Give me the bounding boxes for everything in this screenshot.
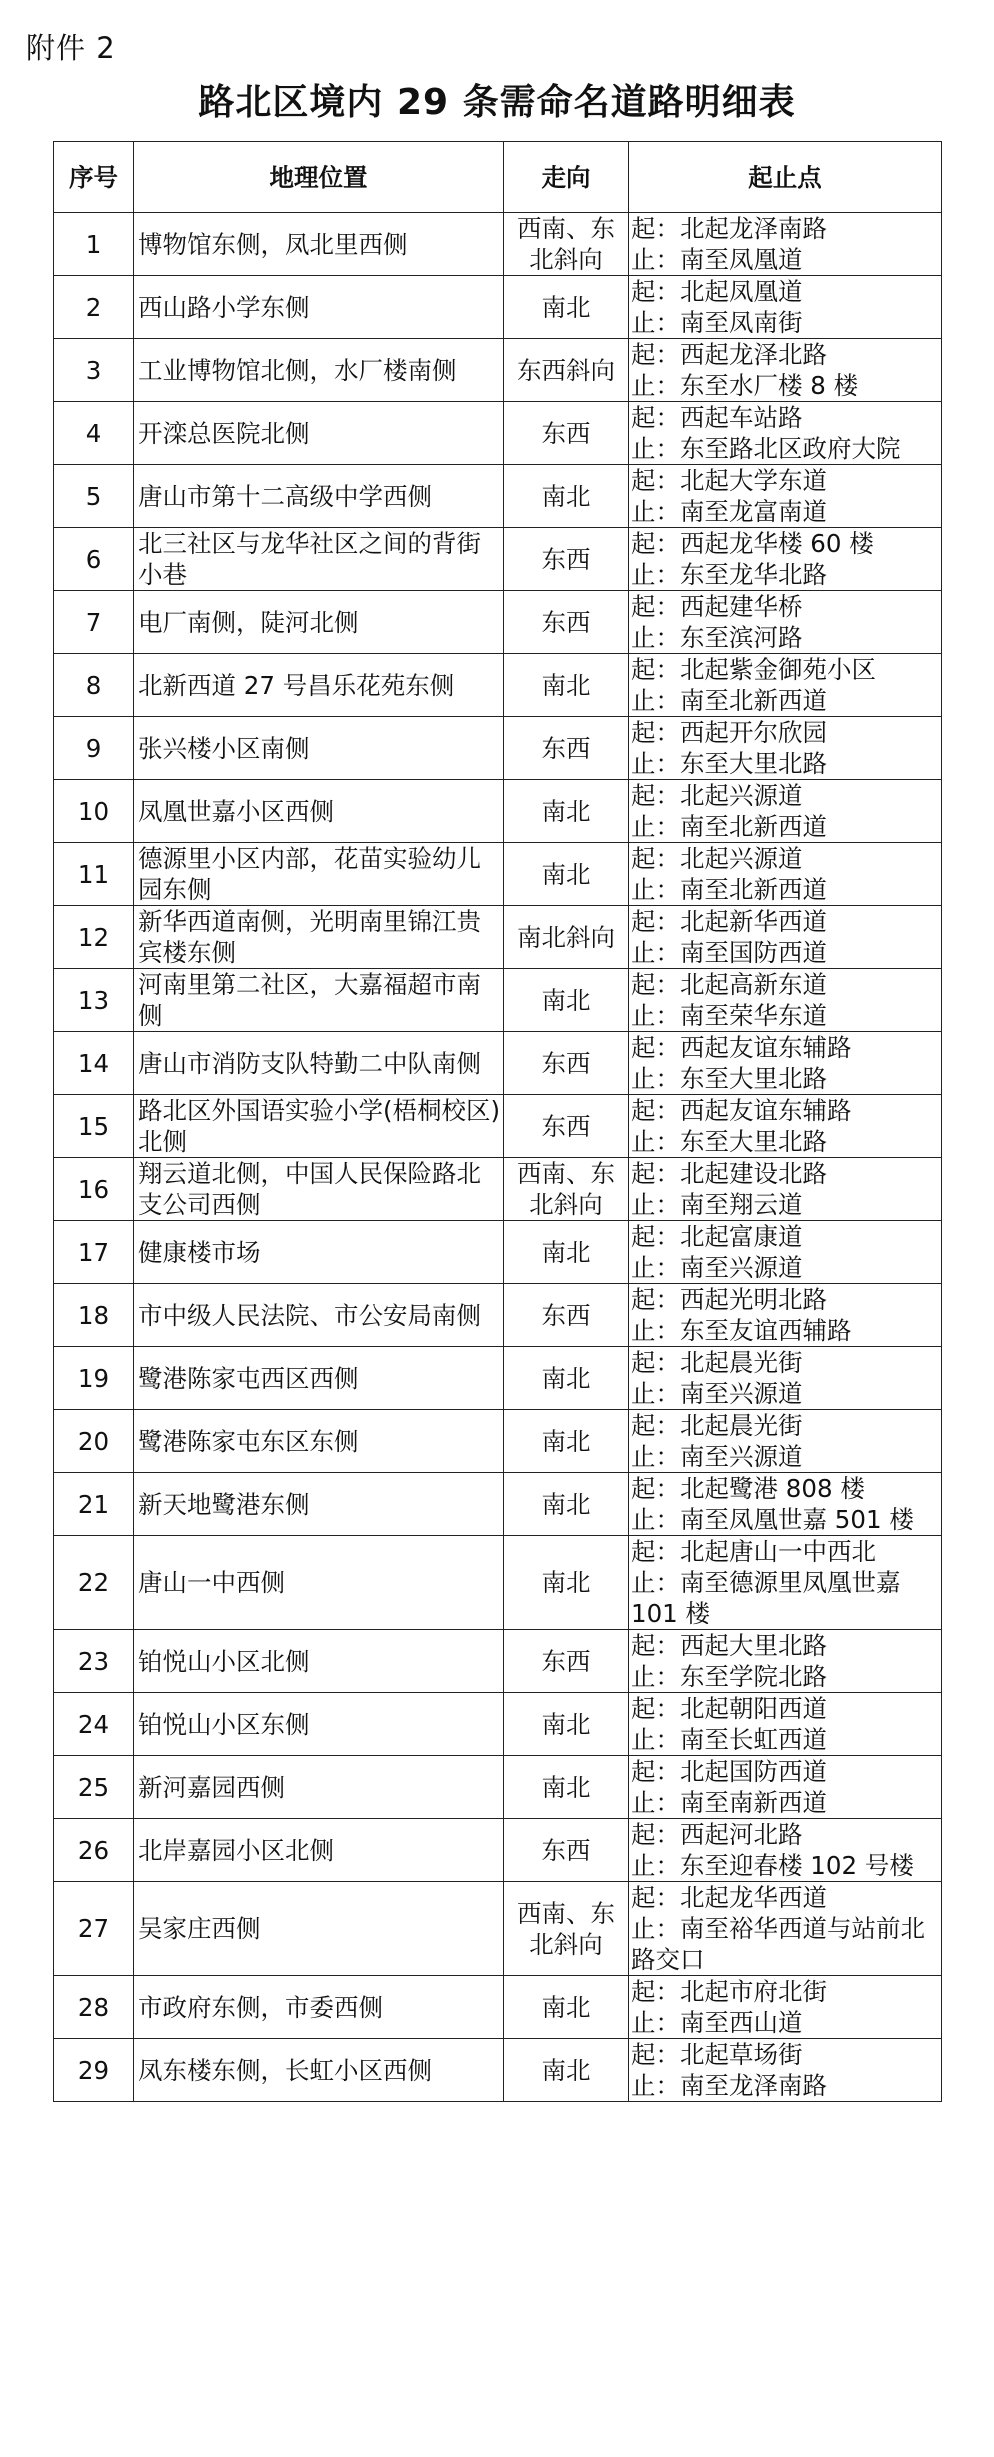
table-row — [54, 1284, 942, 1347]
cell-location: 北三社区与龙华社区之间的背街小巷 — [134, 528, 504, 591]
endpoint-start: 起：西起车站路 — [631, 403, 803, 432]
table-row — [54, 1882, 942, 1976]
cell-location: 新华西道南侧，光明南里锦江贵宾楼东侧 — [134, 906, 504, 969]
endpoint-start: 起：西起大里北路 — [631, 1631, 827, 1660]
table-row — [54, 780, 942, 843]
cell-location: 翔云道北侧，中国人民保险路北支公司西侧 — [134, 1158, 504, 1221]
cell-endpoints — [629, 2039, 942, 2102]
endpoint-end: 止：南至凤南街 — [631, 308, 803, 337]
endpoint-end: 止：南至兴源道 — [631, 1253, 803, 1282]
cell-direction: 南北 — [504, 1976, 629, 2039]
endpoint-end: 止：南至凤凰道 — [631, 245, 803, 274]
cell-number: 27 — [54, 1882, 134, 1976]
endpoint-end: 止：南至兴源道 — [631, 1442, 803, 1471]
cell-direction: 南北 — [504, 276, 629, 339]
endpoint-start: 起：北起富康道 — [631, 1222, 803, 1251]
cell-endpoints — [629, 1095, 942, 1158]
endpoint-end: 止：东至路北区政府大院 — [631, 434, 901, 463]
cell-direction: 南北 — [504, 1347, 629, 1410]
endpoint-end: 止：南至翔云道 — [631, 1190, 803, 1219]
endpoint-start: 起：北起兴源道 — [631, 844, 803, 873]
cell-direction: 西南、东北斜向 — [504, 1158, 629, 1221]
endpoint-start: 起：西起建华桥 — [631, 592, 803, 621]
cell-location: 凤凰世嘉小区西侧 — [134, 780, 504, 843]
endpoint-start: 起：北起市府北街 — [631, 1977, 827, 2006]
cell-location: 西山路小学东侧 — [134, 276, 504, 339]
table-row — [54, 591, 942, 654]
cell-number: 16 — [54, 1158, 134, 1221]
attachment-label: 附件 2 — [26, 31, 116, 65]
endpoint-end: 止：南至荣华东道 — [631, 1001, 827, 1030]
cell-endpoints — [629, 1284, 942, 1347]
cell-number: 6 — [54, 528, 134, 591]
cell-number: 28 — [54, 1976, 134, 2039]
endpoint-start: 起：北起大学东道 — [631, 466, 827, 495]
endpoint-start: 起：西起友谊东辅路 — [631, 1033, 852, 1062]
endpoint-end: 止：东至迎春楼 102 号楼 — [631, 1851, 914, 1880]
endpoint-start: 起：西起龙华楼 60 楼 — [631, 529, 874, 558]
cell-location: 开滦总医院北侧 — [134, 402, 504, 465]
cell-number: 14 — [54, 1032, 134, 1095]
cell-location: 河南里第二社区，大嘉福超市南侧 — [134, 969, 504, 1032]
cell-direction: 东西 — [504, 717, 629, 780]
cell-number: 23 — [54, 1630, 134, 1693]
table-row — [54, 1410, 942, 1473]
endpoint-end: 止：东至大里北路 — [631, 749, 827, 778]
cell-endpoints — [629, 1630, 942, 1693]
cell-direction: 南北 — [504, 1473, 629, 1536]
endpoint-end: 止：南至长虹西道 — [631, 1725, 827, 1754]
cell-number: 17 — [54, 1221, 134, 1284]
cell-direction: 东西 — [504, 1032, 629, 1095]
cell-endpoints — [629, 1536, 942, 1630]
cell-endpoints — [629, 1032, 942, 1095]
endpoint-start: 起：西起河北路 — [631, 1820, 803, 1849]
cell-location: 张兴楼小区南侧 — [134, 717, 504, 780]
cell-endpoints — [629, 528, 942, 591]
cell-direction: 东西 — [504, 402, 629, 465]
cell-location: 博物馆东侧，凤北里西侧 — [134, 213, 504, 276]
cell-location: 市中级人民法院、市公安局南侧 — [134, 1284, 504, 1347]
endpoint-start: 起：北起龙泽南路 — [631, 214, 827, 243]
cell-direction: 东西 — [504, 1284, 629, 1347]
table-row — [54, 339, 942, 402]
cell-endpoints — [629, 339, 942, 402]
cell-location: 唐山市消防支队特勤二中队南侧 — [134, 1032, 504, 1095]
table-row — [54, 276, 942, 339]
endpoint-start: 起：西起龙泽北路 — [631, 340, 827, 369]
cell-location: 市政府东侧，市委西侧 — [134, 1976, 504, 2039]
cell-number: 19 — [54, 1347, 134, 1410]
endpoint-end: 止：东至水厂楼 8 楼 — [631, 371, 859, 400]
endpoint-start: 起：北起国防西道 — [631, 1757, 827, 1786]
endpoint-end: 止：南至凤凰世嘉 501 楼 — [631, 1505, 914, 1534]
endpoint-start: 起：北起龙华西道 — [631, 1883, 827, 1912]
endpoint-end: 止：东至大里北路 — [631, 1064, 827, 1093]
cell-direction: 南北 — [504, 465, 629, 528]
cell-number: 2 — [54, 276, 134, 339]
cell-number: 29 — [54, 2039, 134, 2102]
endpoint-start: 起：北起唐山一中西北 — [631, 1537, 876, 1566]
table-row — [54, 402, 942, 465]
cell-endpoints — [629, 1882, 942, 1976]
cell-location: 健康楼市场 — [134, 1221, 504, 1284]
cell-location: 唐山市第十二高级中学西侧 — [134, 465, 504, 528]
endpoint-end: 止：南至龙富南道 — [631, 497, 827, 526]
endpoint-end: 止：南至龙泽南路 — [631, 2071, 827, 2100]
cell-endpoints — [629, 402, 942, 465]
cell-endpoints — [629, 1347, 942, 1410]
cell-location: 铂悦山小区北侧 — [134, 1630, 504, 1693]
endpoint-start: 起：北起建设北路 — [631, 1159, 827, 1188]
table-row — [54, 969, 942, 1032]
endpoint-end: 止：东至滨河路 — [631, 623, 803, 652]
table-row — [54, 1630, 942, 1693]
endpoint-start: 起：西起光明北路 — [631, 1285, 827, 1314]
cell-location: 鹭港陈家屯西区西侧 — [134, 1347, 504, 1410]
cell-number: 20 — [54, 1410, 134, 1473]
cell-number: 4 — [54, 402, 134, 465]
cell-endpoints — [629, 213, 942, 276]
table-row — [54, 213, 942, 276]
cell-direction: 东西斜向 — [504, 339, 629, 402]
cell-endpoints — [629, 654, 942, 717]
cell-number: 7 — [54, 591, 134, 654]
cell-number: 24 — [54, 1693, 134, 1756]
cell-endpoints — [629, 1158, 942, 1221]
endpoint-start: 起：北起晨光街 — [631, 1411, 803, 1440]
cell-number: 3 — [54, 339, 134, 402]
endpoint-end: 止：东至学院北路 — [631, 1662, 827, 1691]
endpoint-start: 起：北起紫金御苑小区 — [631, 655, 876, 684]
cell-endpoints — [629, 969, 942, 1032]
table-row — [54, 1819, 942, 1882]
header-location: 地理位置 — [134, 142, 504, 213]
cell-location: 吴家庄西侧 — [134, 1882, 504, 1976]
cell-direction: 南北 — [504, 969, 629, 1032]
cell-endpoints — [629, 843, 942, 906]
endpoint-end: 止：南至北新西道 — [631, 812, 827, 841]
table-body — [54, 213, 942, 2102]
cell-number: 5 — [54, 465, 134, 528]
table-row — [54, 465, 942, 528]
cell-number: 8 — [54, 654, 134, 717]
table-row — [54, 1756, 942, 1819]
cell-endpoints — [629, 906, 942, 969]
table-row — [54, 654, 942, 717]
cell-number: 22 — [54, 1536, 134, 1630]
endpoint-end: 止：东至友谊西辅路 — [631, 1316, 852, 1345]
cell-direction: 南北 — [504, 780, 629, 843]
cell-location: 凤东楼东侧，长虹小区西侧 — [134, 2039, 504, 2102]
endpoint-end: 止：南至北新西道 — [631, 875, 827, 904]
cell-location: 德源里小区内部，花苗实验幼儿园东侧 — [134, 843, 504, 906]
endpoint-end: 止：南至兴源道 — [631, 1379, 803, 1408]
endpoint-end: 止：南至国防西道 — [631, 938, 827, 967]
cell-endpoints — [629, 1976, 942, 2039]
cell-direction: 南北斜向 — [504, 906, 629, 969]
endpoint-start: 起：北起新华西道 — [631, 907, 827, 936]
cell-number: 26 — [54, 1819, 134, 1882]
table-row — [54, 528, 942, 591]
header-no: 序号 — [54, 142, 134, 213]
cell-direction: 东西 — [504, 1095, 629, 1158]
endpoint-end: 止：南至北新西道 — [631, 686, 827, 715]
cell-number: 12 — [54, 906, 134, 969]
endpoint-end: 止：南至西山道 — [631, 2008, 803, 2037]
cell-location: 铂悦山小区东侧 — [134, 1693, 504, 1756]
cell-direction: 南北 — [504, 1410, 629, 1473]
cell-direction: 南北 — [504, 1693, 629, 1756]
cell-endpoints — [629, 1410, 942, 1473]
cell-direction: 东西 — [504, 591, 629, 654]
endpoint-start: 起：北起凤凰道 — [631, 277, 803, 306]
cell-number: 13 — [54, 969, 134, 1032]
endpoint-start: 起：北起鹭港 808 楼 — [631, 1474, 865, 1503]
cell-location: 唐山一中西侧 — [134, 1536, 504, 1630]
cell-location: 新河嘉园西侧 — [134, 1756, 504, 1819]
cell-location: 北岸嘉园小区北侧 — [134, 1819, 504, 1882]
table-row — [54, 1032, 942, 1095]
cell-direction: 东西 — [504, 528, 629, 591]
endpoint-start: 起：北起朝阳西道 — [631, 1694, 827, 1723]
table-row — [54, 1158, 942, 1221]
table-row — [54, 1536, 942, 1630]
cell-direction: 南北 — [504, 1536, 629, 1630]
cell-number: 10 — [54, 780, 134, 843]
cell-direction: 东西 — [504, 1630, 629, 1693]
cell-number: 21 — [54, 1473, 134, 1536]
cell-endpoints — [629, 465, 942, 528]
cell-number: 9 — [54, 717, 134, 780]
table-row — [54, 1221, 942, 1284]
cell-location: 北新西道 27 号昌乐花苑东侧 — [134, 654, 504, 717]
cell-number: 15 — [54, 1095, 134, 1158]
header-direction: 走向 — [504, 142, 629, 213]
cell-endpoints — [629, 1819, 942, 1882]
cell-direction: 南北 — [504, 654, 629, 717]
table-row — [54, 2039, 942, 2102]
cell-location: 工业博物馆北侧，水厂楼南侧 — [134, 339, 504, 402]
cell-endpoints — [629, 1756, 942, 1819]
cell-number: 1 — [54, 213, 134, 276]
endpoint-start: 起：北起兴源道 — [631, 781, 803, 810]
table-row — [54, 1693, 942, 1756]
endpoint-start: 起：北起草场街 — [631, 2040, 803, 2069]
cell-direction: 南北 — [504, 1756, 629, 1819]
cell-endpoints — [629, 276, 942, 339]
cell-endpoints — [629, 591, 942, 654]
cell-endpoints — [629, 1693, 942, 1756]
cell-location: 鹭港陈家屯东区东侧 — [134, 1410, 504, 1473]
cell-location: 电厂南侧，陡河北侧 — [134, 591, 504, 654]
table-row — [54, 717, 942, 780]
cell-endpoints — [629, 780, 942, 843]
cell-location: 路北区外国语实验小学(梧桐校区)北侧 — [134, 1095, 504, 1158]
endpoint-start: 起：西起友谊东辅路 — [631, 1096, 852, 1125]
cell-location: 新天地鹭港东侧 — [134, 1473, 504, 1536]
cell-endpoints — [629, 717, 942, 780]
table-row — [54, 1976, 942, 2039]
table-row — [54, 1473, 942, 1536]
endpoint-start: 起：北起晨光街 — [631, 1348, 803, 1377]
endpoint-end: 止：东至大里北路 — [631, 1127, 827, 1156]
cell-direction: 南北 — [504, 1221, 629, 1284]
cell-number: 18 — [54, 1284, 134, 1347]
cell-endpoints — [629, 1473, 942, 1536]
cell-direction: 西南、东北斜向 — [504, 213, 629, 276]
endpoint-end: 止：东至龙华北路 — [631, 560, 827, 589]
header-endpoints: 起止点 — [629, 142, 942, 213]
endpoint-end: 止：南至裕华西道与站前北路交口 — [631, 1914, 925, 1974]
table-row — [54, 906, 942, 969]
cell-endpoints — [629, 1221, 942, 1284]
cell-direction: 南北 — [504, 2039, 629, 2102]
table-row — [54, 1095, 942, 1158]
endpoint-end: 止：南至南新西道 — [631, 1788, 827, 1817]
cell-number: 25 — [54, 1756, 134, 1819]
endpoint-start: 起：北起高新东道 — [631, 970, 827, 999]
cell-direction: 西南、东北斜向 — [504, 1882, 629, 1976]
cell-number: 11 — [54, 843, 134, 906]
table-header-row — [54, 142, 942, 213]
endpoint-start: 起：西起开尔欣园 — [631, 718, 827, 747]
endpoint-end: 止：南至德源里凤凰世嘉 101 楼 — [631, 1568, 901, 1628]
cell-direction: 南北 — [504, 843, 629, 906]
table-row — [54, 1347, 942, 1410]
roads-table — [53, 141, 942, 2102]
page-title: 路北区境内 29 条需命名道路明细表 — [198, 82, 796, 123]
cell-direction: 东西 — [504, 1819, 629, 1882]
table-row — [54, 843, 942, 906]
